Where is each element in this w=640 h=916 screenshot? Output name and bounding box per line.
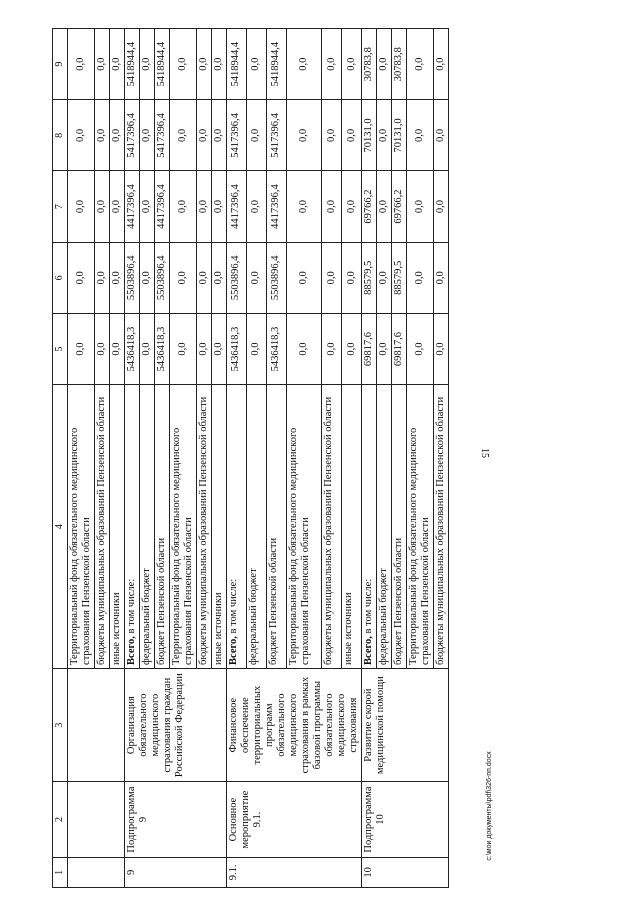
value-cell: 0,0 xyxy=(377,313,392,384)
value-cell: 0,0 xyxy=(68,171,95,242)
row-number-cell xyxy=(362,857,449,887)
source-cell xyxy=(286,385,322,669)
value-cell: 0,0 xyxy=(212,242,227,313)
value-cell: 0,0 xyxy=(110,171,125,242)
value-cell: 0,0 xyxy=(407,313,434,384)
program-name: Финансовое обеспечение территориальных программ обязательного медицинского страхования в рамках базовой программы обязательного медицинского страхования xyxy=(228,676,359,774)
program-label: Подпрограмма 9 xyxy=(126,786,149,853)
value-cell: 0,0 xyxy=(322,100,342,171)
program-cell xyxy=(68,782,125,858)
value-cell: 0,0 xyxy=(342,313,362,384)
source-cell xyxy=(322,385,342,669)
source-cell xyxy=(246,385,266,669)
header-cell: 9 xyxy=(53,29,68,100)
value-cell: 0,0 xyxy=(110,313,125,384)
value-cell: 0,0 xyxy=(286,100,322,171)
rotated-table-wrapper xyxy=(52,28,594,888)
source-label: бюджеты муниципальных образований Пензенской области xyxy=(198,396,209,665)
value-cell: 0,0 xyxy=(246,100,266,171)
program-name: Развитие скорой медицинской помощи xyxy=(363,676,386,775)
value-cell: 0,0 xyxy=(110,242,125,313)
value-cell: 0,0 xyxy=(377,100,392,171)
value-cell: 0,0 xyxy=(95,29,110,100)
value-cell: 69817,6 xyxy=(362,313,377,384)
header-cell: 1 xyxy=(53,857,68,887)
value-cell: 70131,0 xyxy=(362,100,377,171)
value-cell: 0,0 xyxy=(407,29,434,100)
value-cell: 5503896,4 xyxy=(155,242,170,313)
value-cell: 0,0 xyxy=(197,171,212,242)
total-label: Всего, xyxy=(363,636,374,665)
page-number: 15 xyxy=(479,448,490,458)
value-cell: 0,0 xyxy=(212,313,227,384)
total-label: Всего, xyxy=(126,636,137,665)
value-cell: 0,0 xyxy=(434,313,449,384)
value-cell: 0,0 xyxy=(212,29,227,100)
program-cell xyxy=(227,782,362,858)
program-name-cell xyxy=(125,668,227,781)
source-label: бюджеты муниципальных образований Пензенской области xyxy=(96,396,107,665)
table-row xyxy=(227,29,247,888)
source-cell xyxy=(266,385,286,669)
value-cell: 0,0 xyxy=(434,242,449,313)
source-label: в том числе: xyxy=(126,578,137,637)
value-cell: 4417396,4 xyxy=(125,171,140,242)
table-row xyxy=(68,29,95,888)
source-cell xyxy=(197,385,212,669)
value-cell: 0,0 xyxy=(434,171,449,242)
source-label: федеральный бюджет xyxy=(247,568,259,665)
value-cell: 0,0 xyxy=(286,171,322,242)
source-label: Территориальный фонд обязательного медицинского страхования Пензенской области xyxy=(287,427,311,665)
value-cell: 0,0 xyxy=(95,313,110,384)
value-cell: 4417396,4 xyxy=(227,171,247,242)
table-row xyxy=(125,29,140,888)
header-cell: 8 xyxy=(53,100,68,171)
source-label: в том числе: xyxy=(228,578,239,637)
value-cell: 0,0 xyxy=(197,242,212,313)
value-cell: 0,0 xyxy=(322,242,342,313)
value-cell: 0,0 xyxy=(342,29,362,100)
source-cell xyxy=(155,385,170,669)
value-cell: 0,0 xyxy=(377,242,392,313)
header-cell: 3 xyxy=(53,668,68,781)
value-cell: 0,0 xyxy=(322,313,342,384)
value-cell: 5503896,4 xyxy=(125,242,140,313)
value-cell: 5417396,4 xyxy=(155,100,170,171)
program-cell xyxy=(362,782,449,858)
value-cell: 0,0 xyxy=(110,100,125,171)
source-label: Территориальный фонд обязательного медицинского страхования Пензенской области xyxy=(69,427,92,665)
source-label: бюджет Пензенской области xyxy=(393,537,404,665)
source-label: в том числе: xyxy=(363,578,374,637)
source-label: иные источники xyxy=(343,592,355,665)
source-cell xyxy=(362,385,377,669)
value-cell: 0,0 xyxy=(377,171,392,242)
value-cell: 0,0 xyxy=(68,100,95,171)
value-cell: 0,0 xyxy=(342,100,362,171)
value-cell: 0,0 xyxy=(170,171,197,242)
value-cell: 5418944,4 xyxy=(266,29,286,100)
value-cell: 0,0 xyxy=(140,242,155,313)
source-cell xyxy=(110,385,125,669)
value-cell: 4417396,4 xyxy=(155,171,170,242)
header-cell: 5 xyxy=(53,313,68,384)
source-cell xyxy=(227,385,247,669)
total-label: Всего, xyxy=(228,636,239,665)
source-cell xyxy=(407,385,434,669)
program-name-cell xyxy=(68,668,125,781)
value-cell: 30783,8 xyxy=(362,29,377,100)
value-cell: 0,0 xyxy=(377,29,392,100)
value-cell: 69766,2 xyxy=(392,171,407,242)
value-cell: 0,0 xyxy=(246,242,266,313)
value-cell: 4417396,4 xyxy=(266,171,286,242)
source-label: бюджет Пензенской области xyxy=(267,537,279,665)
value-cell: 0,0 xyxy=(322,29,342,100)
row-number: 9.1. xyxy=(228,864,239,881)
value-cell: 5417396,4 xyxy=(125,100,140,171)
value-cell: 88579,5 xyxy=(362,242,377,313)
source-cell xyxy=(170,385,197,669)
value-cell: 5436418,3 xyxy=(266,313,286,384)
value-cell: 0,0 xyxy=(197,313,212,384)
source-cell xyxy=(140,385,155,669)
row-number: 9 xyxy=(126,869,137,876)
value-cell: 69766,2 xyxy=(362,171,377,242)
value-cell: 0,0 xyxy=(197,100,212,171)
value-cell: 0,0 xyxy=(140,171,155,242)
footer-file-path: c:\мои документы\pdf\326-пп.docx xyxy=(486,751,493,861)
value-cell: 0,0 xyxy=(407,100,434,171)
source-label: федеральный бюджет xyxy=(141,568,152,665)
value-cell: 69817,6 xyxy=(392,313,407,384)
value-cell: 0,0 xyxy=(140,313,155,384)
value-cell: 5436418,3 xyxy=(125,313,140,384)
value-cell: 0,0 xyxy=(170,29,197,100)
table-row xyxy=(362,29,377,888)
source-cell xyxy=(342,385,362,669)
value-cell: 5436418,3 xyxy=(155,313,170,384)
value-cell: 0,0 xyxy=(197,29,212,100)
value-cell: 0,0 xyxy=(434,100,449,171)
value-cell: 30783,8 xyxy=(392,29,407,100)
value-cell: 0,0 xyxy=(140,100,155,171)
row-number-cell xyxy=(227,857,362,887)
program-name: Организация обязательного медицинского страхования граждан Российской Федерации xyxy=(126,673,185,778)
value-cell: 88579,5 xyxy=(392,242,407,313)
source-cell xyxy=(212,385,227,669)
value-cell: 5418944,4 xyxy=(125,29,140,100)
value-cell: 0,0 xyxy=(110,29,125,100)
header-cell: 4 xyxy=(53,385,68,669)
value-cell: 0,0 xyxy=(342,242,362,313)
value-cell: 0,0 xyxy=(68,242,95,313)
source-cell xyxy=(125,385,140,669)
value-cell: 0,0 xyxy=(212,100,227,171)
header-cell: 2 xyxy=(53,782,68,858)
value-cell: 5418944,4 xyxy=(155,29,170,100)
value-cell: 5436418,3 xyxy=(227,313,247,384)
source-label: иные источники xyxy=(111,592,122,665)
row-number-cell xyxy=(68,857,125,887)
program-name-cell xyxy=(362,668,449,781)
value-cell: 0,0 xyxy=(95,171,110,242)
value-cell: 0,0 xyxy=(407,171,434,242)
source-cell xyxy=(68,385,95,669)
source-cell xyxy=(377,385,392,669)
source-label: бюджеты муниципальных образований Пензенской области xyxy=(323,396,335,665)
program-label: Подпрограмма 10 xyxy=(363,786,386,853)
value-cell: 0,0 xyxy=(170,242,197,313)
row-number-cell xyxy=(125,857,227,887)
source-cell xyxy=(434,385,449,669)
row-number: 10 xyxy=(363,867,374,878)
value-cell: 0,0 xyxy=(246,171,266,242)
value-cell: 0,0 xyxy=(322,171,342,242)
financing-table xyxy=(52,28,449,888)
header-cell: 6 xyxy=(53,242,68,313)
value-cell: 0,0 xyxy=(286,313,322,384)
value-cell: 0,0 xyxy=(286,29,322,100)
program-name-cell xyxy=(227,668,362,781)
source-label: иные источники xyxy=(213,592,224,665)
header-cell: 7 xyxy=(53,171,68,242)
value-cell: 5503896,4 xyxy=(266,242,286,313)
table-header-row xyxy=(53,29,68,888)
value-cell: 0,0 xyxy=(212,171,227,242)
value-cell: 0,0 xyxy=(342,171,362,242)
value-cell: 0,0 xyxy=(140,29,155,100)
value-cell: 0,0 xyxy=(407,242,434,313)
value-cell: 0,0 xyxy=(246,29,266,100)
source-cell xyxy=(392,385,407,669)
value-cell: 5417396,4 xyxy=(266,100,286,171)
value-cell: 5417396,4 xyxy=(227,100,247,171)
value-cell: 0,0 xyxy=(246,313,266,384)
value-cell: 0,0 xyxy=(68,29,95,100)
source-label: Территориальный фонд обязательного медицинского страхования Пензенской области xyxy=(408,427,431,665)
value-cell: 5503896,4 xyxy=(227,242,247,313)
program-cell xyxy=(125,782,227,858)
program-label: Основное мероприятие 9.1. xyxy=(228,790,263,849)
source-cell xyxy=(95,385,110,669)
source-label: федеральный бюджет xyxy=(378,568,389,665)
value-cell: 0,0 xyxy=(95,100,110,171)
source-label: бюджет Пензенской области xyxy=(156,537,167,665)
value-cell: 0,0 xyxy=(170,313,197,384)
source-label: Территориальный фонд обязательного медицинского страхования Пензенской области xyxy=(171,427,194,665)
value-cell: 0,0 xyxy=(286,242,322,313)
value-cell: 0,0 xyxy=(95,242,110,313)
value-cell: 5418944,4 xyxy=(227,29,247,100)
value-cell: 0,0 xyxy=(434,29,449,100)
value-cell: 70131,0 xyxy=(392,100,407,171)
source-label: бюджеты муниципальных образований Пензенской области xyxy=(435,396,446,665)
value-cell: 0,0 xyxy=(68,313,95,384)
value-cell: 0,0 xyxy=(170,100,197,171)
